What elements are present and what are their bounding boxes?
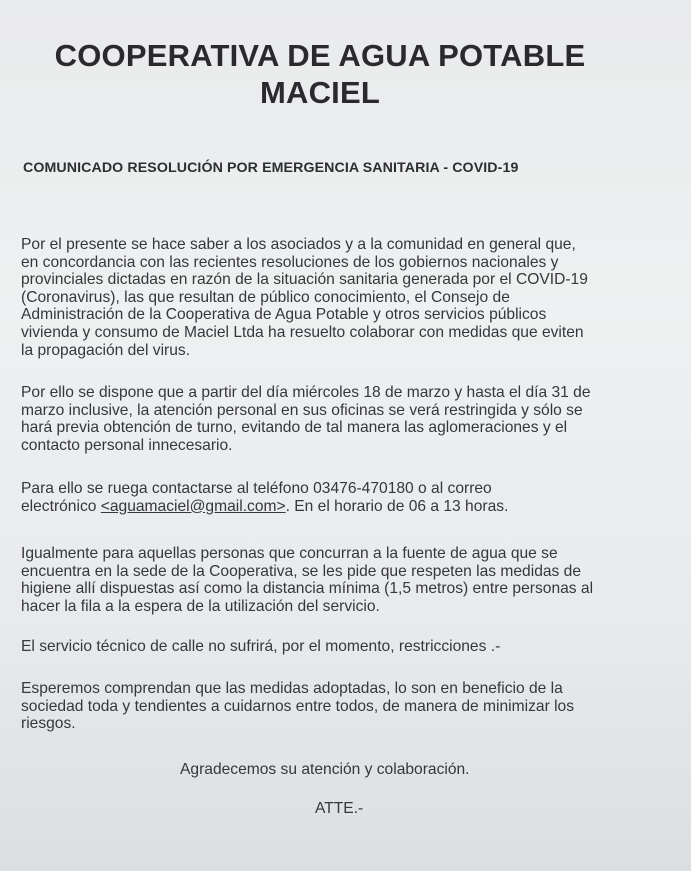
paragraph-line: Por ello se dispone que a partir del día miércoles 18 de marzo y hasta el día 31 de [21,384,591,401]
paragraph-announcement [21,236,661,359]
thanks-line: Agradecemos su atención y colaboración. [180,761,470,778]
paragraph-line: Para ello se ruega contactarse al teléfono 03476-470180 o al correo [21,480,492,497]
paragraph-office-hours [21,384,661,454]
paragraph-line [21,498,661,516]
paragraph-line: la propagación del virus. [21,341,191,359]
paragraph-technical-service [21,638,661,656]
contact-prefix: electrónico [21,497,101,515]
email-link[interactable]: <aguamaciel@gmail.com> [100,497,286,515]
paragraph-line: vivienda y consumo de Maciel Ltda ha resuelto colaborar con medidas que eviten [21,323,584,341]
paragraph-line: sociedad toda y tendientes a cuidarnos entre todos, de manera de minimizar los [21,697,575,715]
paragraph-line: contacto personal innecesario. [21,436,233,454]
paragraph-line: Por el presente se hace saber a los asociados y a la comunidad en general que, [21,236,576,253]
paragraph-closing-remarks [21,680,661,733]
paragraph-contact [21,480,661,515]
paragraph-line: Igualmente para aquellas personas que concurran a la fuente de agua que se [21,545,558,562]
paragraph-line: (Coronavirus), las que resultan de público conocimiento, el Consejo de [21,288,510,306]
document-title-line2: MACIEL [259,75,381,110]
paragraph-line: marzo inclusive, la atención personal en sus oficinas se verá restringida y sólo se [21,401,583,419]
paragraph-line: encuentra en la sede de la Cooperativa, se les pide que respeten las medidas de [21,562,582,580]
paragraph-line: El servicio técnico de calle no sufrirá, por el momento, restricciones .- [21,638,501,655]
paragraph-line: Esperemos comprendan que las medidas adoptadas, lo son en beneficio de la [21,680,563,697]
document-subtitle: COMUNICADO RESOLUCIÓN POR EMERGENCIA SANITARIA - COVID-19 [23,160,519,176]
paragraph-line: higiene allí dispuestas así como la distancia mínima (1,5 metros) entre personas al [21,580,594,598]
paragraph-line: provinciales dictadas en razón de la situación sanitaria generada por el COVID-19 [21,271,588,289]
paragraph-line: riesgos. [21,715,76,733]
signoff: ATTE.- [315,800,364,817]
paragraph-line: Administración de la Cooperativa de Agua Potable y otros servicios públicos [21,306,547,324]
document-title-line1: COOPERATIVA DE AGUA POTABLE [54,38,586,73]
paragraph-water-source [21,545,661,615]
paragraph-line: hará previa obtención de turno, evitando de tal manera las aglomeraciones y el [21,419,568,437]
contact-hours: . En el horario de 06 a 13 horas. [285,497,509,515]
paragraph-line: en concordancia con las recientes resoluciones de los gobiernos nacionales y [21,253,559,271]
paragraph-line: hacer la fila a la espera de la utilización del servicio. [21,597,380,615]
